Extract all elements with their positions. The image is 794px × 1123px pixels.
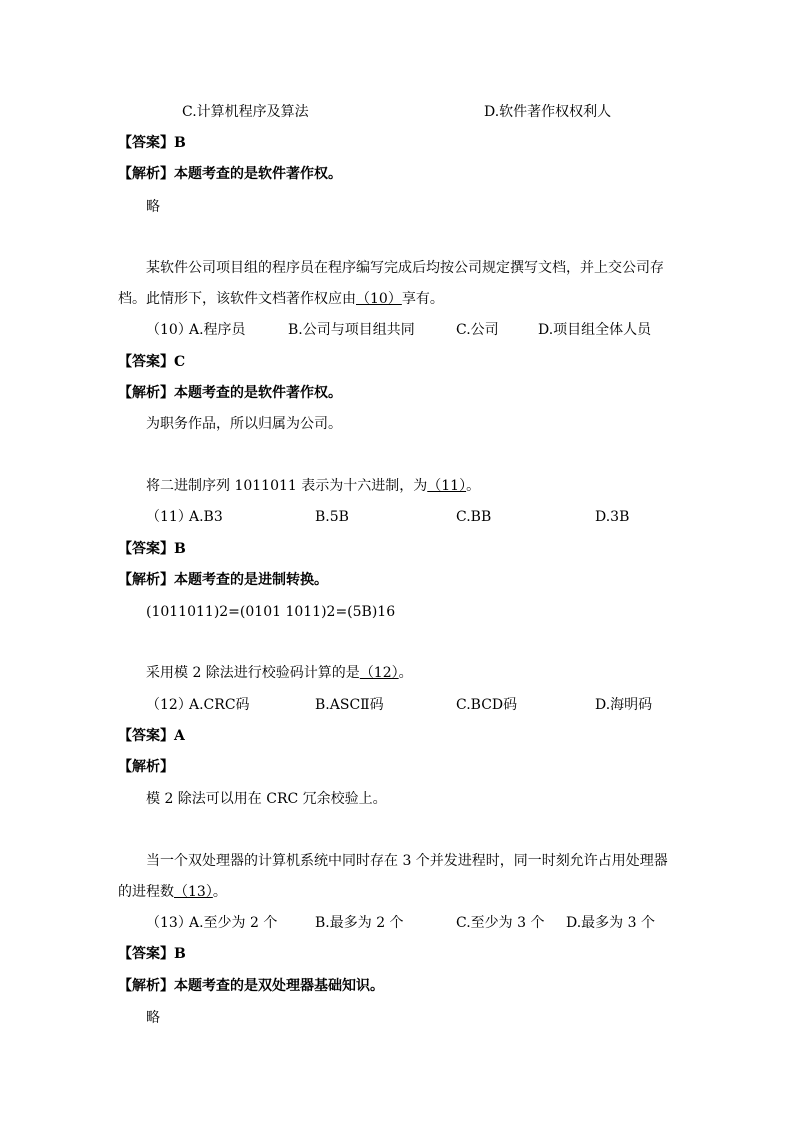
answer-value: C: [174, 354, 186, 370]
explanation: 略: [146, 199, 160, 215]
explanation: (1011011)2=(0101 1011)2=(5B)16: [146, 604, 396, 620]
analysis-line: 【解析】本题考查的是双处理器基础知识。: [118, 978, 384, 994]
answer-line: 【答案】A: [118, 728, 185, 744]
option-b: B.公司与项目组共同: [288, 322, 415, 338]
answer-line: 【答案】C: [118, 354, 186, 370]
option-a: A.B3: [189, 509, 223, 525]
option-c: C.至少为 3 个: [456, 915, 545, 931]
option-c: C.计算机程序及算法: [182, 104, 309, 120]
answer-value: B: [174, 541, 186, 557]
option-d: D.3B: [595, 509, 630, 525]
option-c: C.BCD码: [456, 697, 518, 713]
question-blank: （11）: [427, 478, 467, 494]
question-blank: （13）: [174, 884, 213, 900]
answer-value: B: [174, 946, 186, 962]
option-b: B.最多为 2 个: [315, 915, 404, 931]
option-c: C.公司: [456, 322, 499, 338]
question-13-stem-line2: 的进程数（13）。: [118, 884, 227, 900]
question-11-stem: 将二进制序列 1011011 表示为十六进制，为（11）。: [146, 478, 481, 494]
answer-value: A: [174, 728, 185, 744]
analysis-label: 【解析】: [118, 166, 174, 182]
explanation: 略: [146, 1010, 160, 1026]
question-10-stem-line2: 档。此情形下，该软件文档著作权应由（10）享有。: [118, 291, 444, 307]
question-number: （11）: [146, 509, 192, 525]
question-number: （10）: [146, 322, 192, 338]
option-b: B.5B: [315, 509, 349, 525]
question-number: （12）: [146, 697, 192, 713]
option-d: D.软件著作权权利人: [484, 104, 612, 120]
analysis-line: 【解析】本题考查的是软件著作权。: [118, 385, 342, 401]
answer-label: 【答案】: [118, 135, 174, 151]
option-a: A.程序员: [189, 322, 246, 338]
option-b: B.ASCⅡ码: [315, 697, 384, 713]
analysis-text: 本题考查的是软件著作权。: [174, 166, 342, 182]
answer-line: [118, 134, 186, 152]
option-d: D.海明码: [595, 697, 653, 713]
option-d: D.最多为 3 个: [566, 915, 655, 931]
analysis-line: 【解析】本题考查的是进制转换。: [118, 572, 328, 588]
explanation: 模 2 除法可以用在 CRC 冗余校验上。: [146, 791, 387, 807]
question-13-stem-line1: 当一个双处理器的计算机系统中同时存在 3 个并发进程时，同一时刻允许占用处理器: [146, 853, 668, 869]
analysis-line: 【解析】: [118, 759, 174, 775]
answer-line: 【答案】B: [118, 541, 186, 557]
option-a: A.CRC码: [189, 697, 250, 713]
answer-line: 【答案】B: [118, 946, 186, 962]
option-a: A.至少为 2 个: [189, 915, 278, 931]
question-blank: （12）: [359, 665, 399, 681]
analysis-line: [118, 165, 342, 183]
question-10-stem-line1: 某软件公司项目组的程序员在程序编写完成后均按公司规定撰写文档，并上交公司存: [146, 260, 664, 276]
question-blank: （10）: [356, 291, 402, 307]
question-12-stem: 采用模 2 除法进行校验码计算的是（12）。: [146, 665, 413, 681]
explanation: 为职务作品，所以归属为公司。: [146, 416, 342, 432]
question-number: （13）: [146, 915, 192, 931]
answer-value: B: [174, 135, 186, 151]
option-d: D.项目组全体人员: [538, 322, 652, 338]
option-c: C.BB: [456, 509, 492, 525]
